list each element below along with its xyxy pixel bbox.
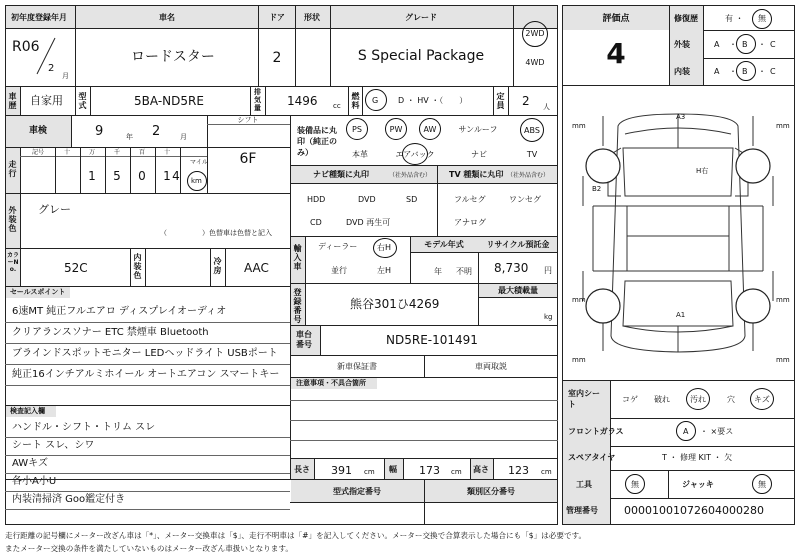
registration-value: 熊谷301ひ4269	[350, 297, 440, 311]
import-right: 右H	[377, 243, 392, 252]
int-b: B	[742, 67, 748, 76]
color-change-note: （ ）色替車は色替と記入	[160, 229, 272, 237]
drive-2wd: 2WD	[525, 29, 545, 38]
inspection-year-unit: 年	[126, 133, 133, 141]
equip-pw: PW	[389, 125, 403, 134]
navi-cd: CD	[310, 218, 322, 227]
seat-scratch: キズ	[754, 395, 770, 404]
exterior-color-label: 外装色	[8, 206, 17, 233]
footer-note-2: またメーター交換の条件を満たしていないものはメーター改ざん車扱いとなります。	[5, 544, 293, 553]
equip-ps: PS	[352, 125, 362, 134]
windshield-a: A	[683, 427, 689, 436]
rating-label: 評価点	[602, 14, 630, 24]
unit-3: 百	[138, 149, 146, 156]
doors-value: 2	[272, 50, 282, 66]
car-name-value: ロードスター	[131, 49, 215, 65]
import-dealer: ディーラー	[318, 242, 358, 251]
navi-hdd: HDD	[307, 195, 326, 204]
navi-dvd-play: DVD 再生可	[346, 218, 391, 227]
unit-0: 十	[63, 149, 71, 156]
jack-label: ジャッキ	[682, 480, 714, 489]
width-value: 173	[419, 464, 440, 477]
sales-points-label: セールスポイント	[10, 288, 66, 296]
max-load-unit: kg	[544, 313, 553, 321]
tv-sub: （社外品含む）	[507, 172, 550, 179]
digit-4: 4	[172, 169, 180, 183]
ext-a: A	[714, 40, 720, 49]
shape-header: 形状	[304, 13, 320, 22]
unit-4: 十	[163, 149, 171, 156]
seat-hole: 穴	[727, 395, 735, 404]
navi-label: ナビ種類に丸印	[313, 170, 369, 179]
import-label: 輸入車	[293, 244, 302, 271]
equip-leather: 本革	[352, 150, 368, 159]
unit-1: 万	[88, 149, 96, 156]
car-damage-diagram	[563, 86, 794, 380]
interior-seat-label: 室内シート	[568, 389, 600, 409]
history-label: 車歴	[8, 92, 17, 110]
import-left: 左H	[377, 266, 392, 275]
seat-stain: 汚れ	[690, 395, 706, 404]
repair-options: 有 ・	[725, 14, 744, 23]
chassis-value: ND5RE-101491	[386, 333, 478, 347]
inspection-label: 車検	[29, 126, 48, 136]
capacity-unit: 人	[543, 103, 550, 111]
tv-label: TV 種類に丸印	[449, 170, 504, 179]
ac-value: AAC	[244, 261, 269, 275]
ext-sep1: ・	[729, 40, 737, 49]
color-no-label: カラーNo.	[7, 252, 20, 273]
equip-aw: AW	[423, 125, 437, 134]
height-unit: cm	[541, 468, 552, 476]
recycle-value: 8,730	[494, 261, 529, 275]
drive-4wd: 4WD	[525, 58, 545, 67]
recycle-label: リサイクル預託金	[486, 240, 550, 249]
fuel-other: D ・ HV ・（ ）	[398, 96, 468, 105]
mileage-kigou: 記号	[31, 149, 45, 156]
katashiki-value: 5BA-ND5RE	[134, 94, 204, 108]
equip-sunroof: サンルーフ	[458, 125, 498, 134]
damage-hmigi: H右	[696, 167, 709, 175]
int-sep1: ・	[729, 67, 737, 76]
tools-label: 工具	[576, 480, 592, 489]
digit-1: 5	[113, 169, 121, 183]
capacity-label: 定員	[496, 92, 505, 110]
max-load-label: 最大積載量	[498, 286, 538, 295]
mm-label-6: mm	[776, 356, 790, 364]
fuel-g: G	[372, 96, 379, 105]
footer-note-1: 走行距離の記号欄にメーター改ざん車は「*」、メーター交換車は「$」、走行不明車は「#」を記入してください。メーター交換で合算表示した場合にも「$」は必要です。	[5, 531, 587, 540]
grade-value: S Special Package	[357, 48, 485, 64]
recycle-unit: 円	[544, 266, 552, 275]
mm-label-4: mm	[776, 296, 790, 304]
spare-tire-options: T ・ 修理 KIT ・ 欠	[662, 453, 733, 462]
mileage-label: 走行	[8, 160, 17, 178]
registration-label: 登録番号	[293, 288, 302, 324]
type-approval-label: 型式指定番号	[333, 487, 381, 496]
navi-sd: SD	[406, 195, 418, 204]
displacement-value: 1496	[287, 94, 318, 108]
car-name-header: 車名	[159, 13, 175, 22]
int-sep2: ・	[758, 67, 766, 76]
ext-c: C	[770, 40, 776, 49]
rating-value: 4	[606, 37, 626, 70]
mm-label-1: mm	[572, 122, 586, 130]
width-unit: cm	[451, 468, 462, 476]
length-value: 391	[331, 464, 352, 477]
navi-dvd: DVD	[358, 195, 376, 204]
length-label: 長さ	[294, 465, 310, 474]
class-number-label: 類別区分番号	[467, 487, 515, 496]
equip-tv: TV	[526, 150, 538, 159]
equip-abs: ABS	[524, 126, 540, 135]
fuel-label: 燃料	[351, 92, 360, 110]
displacement-label: 排気量	[254, 88, 261, 112]
navi-sub: （社外品含む）	[389, 172, 432, 179]
height-label: 高さ	[473, 465, 489, 474]
inspector-label: 検査記入欄	[10, 407, 45, 415]
interior-label: 内装	[674, 67, 690, 76]
mgmt-number-label: 管理番号	[566, 506, 598, 515]
tools-value: 無	[631, 480, 639, 489]
jack-value: 無	[758, 480, 766, 489]
inspection-year: 9	[95, 124, 104, 139]
height-value: 123	[508, 464, 529, 477]
digit-2: 0	[138, 169, 146, 183]
inspector-line-4: 各小A小U	[12, 476, 57, 487]
equipment-label: 装備品に丸印（純正のみ）	[297, 126, 337, 157]
int-a: A	[714, 67, 720, 76]
seat-burn: コゲ	[622, 395, 638, 404]
repair-none: 無	[758, 14, 766, 23]
inspector-line-1: ハンドル・シフト・トリム スレ	[12, 422, 156, 433]
length-unit: cm	[364, 468, 375, 476]
sales-point-3: ブラインドスポットモニター LEDヘッドライト USBポート	[12, 348, 278, 359]
digit-0: 1	[88, 169, 96, 183]
chassis-label: 車台番号	[296, 330, 312, 349]
equip-airbag: エアバック	[395, 150, 435, 159]
windshield-label: フロントガラス	[568, 427, 624, 436]
ext-sep2: ・	[758, 40, 766, 49]
model-year-year: 年	[434, 267, 442, 276]
door-header: ドア	[269, 13, 285, 22]
ext-b: B	[742, 40, 748, 49]
digit-3: 1	[163, 169, 171, 183]
notes-label: 注意事項・不具合箇所	[296, 379, 366, 387]
katashiki-label: 型式	[78, 92, 87, 110]
damage-a3: A3	[676, 113, 686, 121]
inspection-month-unit: 月	[180, 133, 187, 141]
shift-value: 6F	[239, 151, 257, 167]
equip-navi: ナビ	[471, 150, 487, 159]
sales-point-4: 純正16インチアルミホイール オートエアコン スマートキー	[12, 369, 280, 380]
tv-fullseg: フルセグ	[454, 195, 486, 204]
exterior-color-value: グレー	[38, 203, 71, 216]
usage-value: 自家用	[30, 94, 63, 107]
mile-label: マイル	[190, 159, 208, 166]
tv-analog: アナログ	[454, 218, 486, 227]
import-parallel: 並行	[331, 266, 347, 275]
cc-unit: cc	[333, 102, 341, 110]
exterior-label: 外装	[674, 40, 690, 49]
sales-point-1: 6速MT 純正フルエアロ ディスプレイオーディオ	[12, 306, 227, 317]
mgmt-number-value: 00001001072604000280	[624, 504, 764, 517]
inspector-line-3: AWキズ	[12, 458, 48, 469]
model-year-label: モデル年式	[424, 240, 464, 249]
mm-label-2: mm	[776, 122, 790, 130]
inspector-line-2: シート スレ、シワ	[12, 440, 95, 451]
vehicle-manual: 車両取説	[475, 362, 507, 371]
first-reg-month-unit: 月	[62, 72, 69, 80]
km-label: km	[191, 177, 202, 185]
grade-header: グレード	[405, 13, 437, 22]
first-reg-header: 初年度登録年月	[11, 13, 67, 22]
tv-oneseg: ワンセグ	[509, 195, 541, 204]
capacity-value: 2	[522, 94, 530, 108]
spare-tire-label: スペアタイヤ	[568, 453, 616, 462]
mm-label-5: mm	[572, 356, 586, 364]
repair-label: 修復歴	[674, 14, 698, 23]
inspection-month: 2	[152, 124, 161, 139]
width-label: 幅	[389, 465, 397, 474]
sales-point-2: クリアランスソナー ETC 禁煙車 Bluetooth	[12, 327, 209, 338]
model-year-unknown: 不明	[456, 267, 472, 276]
windshield-rest: ・ ×要ス	[700, 427, 734, 436]
inspector-line-5: 内装清掃済 Goo鑑定付き	[12, 494, 126, 505]
shift-label: シフト	[237, 116, 259, 124]
mm-label-3: mm	[572, 296, 586, 304]
ac-label: 冷房	[213, 257, 222, 275]
color-no-value: 52C	[64, 261, 88, 275]
interior-color-label: 内装色	[133, 253, 142, 280]
first-reg-era: R06	[12, 39, 40, 55]
first-reg-month: 2	[48, 63, 55, 74]
damage-b2: B2	[592, 185, 602, 193]
seat-tear: 破れ	[654, 395, 670, 404]
new-car-warranty: 新車保証書	[337, 362, 377, 371]
int-c: C	[770, 67, 776, 76]
damage-a1: A1	[676, 311, 686, 319]
unit-2: 千	[113, 149, 121, 156]
